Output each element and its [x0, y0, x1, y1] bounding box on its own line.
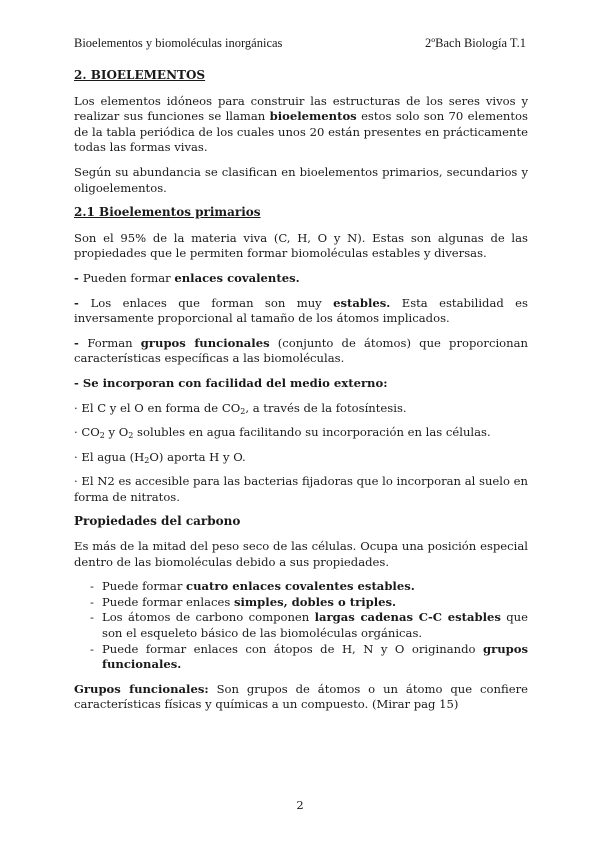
item-text: · El agua (H — [74, 449, 145, 464]
property-4 — [74, 376, 528, 392]
property-1 — [74, 271, 528, 287]
intro-text-2: estos solo son 70 elementos de la tabla periódica de los cuales unos 20 están presentes en prácticamente todas las formas vivas. — [74, 109, 528, 155]
property-bold: grupos funcionales — [140, 335, 270, 350]
item-text: · El C y el O en forma de CO — [74, 400, 241, 415]
list-bold: simples, dobles o triples. — [233, 594, 397, 609]
grupos-paragraph — [74, 682, 528, 713]
property-text: Esta estabilidad es inversamente proporcional al tamaño de los átomos implicados. — [74, 295, 528, 326]
list-text: Puede formar enlaces — [102, 594, 234, 609]
carbono-title: Propiedades del carbono — [74, 514, 241, 529]
item-text: , a través de la fotosíntesis. — [245, 400, 407, 415]
list-item — [74, 610, 528, 641]
property-bold: - Se incorporan con facilidad del medio externo: — [74, 375, 388, 390]
page-content — [74, 68, 528, 722]
list-text: que son el esqueleto básico de las biomoléculas orgánicas. — [102, 610, 528, 641]
item-text: O) aporta H y O. — [149, 449, 246, 464]
incorporation-item-3 — [74, 450, 528, 466]
dash: - — [74, 270, 83, 285]
list-text: Puede formar — [102, 579, 187, 594]
property-3 — [74, 336, 528, 367]
subscript: 2 — [128, 431, 134, 441]
list-item — [74, 595, 528, 611]
item-text: y O — [104, 425, 129, 440]
list-text: Puede formar enlaces con átopos de H, N y O originando — [102, 641, 483, 656]
grupos-text: Son grupos de átomos o un átomo que confiere características físicas y químicas a un compuesto. (Mirar pag 15) — [74, 681, 528, 712]
list-bold: cuatro enlaces covalentes estables. — [186, 579, 415, 594]
section-title: 2. BIOELEMENTOS — [74, 68, 206, 82]
subscript: 2 — [99, 431, 105, 441]
property-bold: enlaces covalentes. — [174, 270, 300, 285]
property-text: Forman — [87, 335, 141, 350]
carbono-list — [74, 579, 528, 673]
subsection-title: 2.1 Bioelementos primarios — [74, 205, 261, 220]
list-item — [74, 579, 528, 595]
incorporation-item-2 — [74, 425, 528, 441]
intro-paragraph — [74, 94, 528, 156]
item-text: · CO — [74, 425, 100, 440]
intro-text-1: Los elementos idóneos para construir las estructuras de los seres vivos y realizar sus funciones se llaman — [74, 93, 528, 124]
dash: - — [74, 295, 91, 310]
list-item — [74, 642, 528, 673]
property-text: Los enlaces que forman son muy — [90, 295, 334, 310]
header-course: 2ºBach Biología T.1 — [425, 36, 526, 50]
incorporation-item-1 — [74, 401, 528, 417]
property-2 — [74, 296, 528, 327]
property-text: Pueden formar — [82, 270, 175, 285]
item-text: solubles en agua facilitando su incorporación en las células. — [133, 425, 491, 440]
list-text: Los átomos de carbono componen — [102, 610, 315, 625]
property-bold: estables. — [333, 295, 391, 310]
grupos-label: Grupos funcionales: — [74, 681, 209, 696]
property-text: (conjunto de átomos) que proporcionan características específicas a las biomoléculas. — [74, 335, 528, 366]
dash: - — [74, 335, 88, 350]
primarios-intro: Son el 95% de la materia viva (C, H, O y N). Estas son algunas de las propiedades que le permiten formar biomoléculas estables y diversas. — [74, 230, 528, 261]
page-number: 2 — [296, 798, 304, 812]
incorporation-item-4: · El N2 es accesible para las bacterias fijadoras que lo incorporan al suelo en forma de nitratos. — [74, 474, 528, 504]
subscript: 2 — [240, 406, 246, 416]
abundance-paragraph: Según su abundancia se clasifican en bioelementos primarios, secundarios y oligoelementos. — [74, 164, 528, 195]
list-bold: largas cadenas C-C estables — [314, 610, 501, 625]
intro-bold-term: bioelementos — [269, 109, 357, 124]
list-bold: grupos funcionales. — [102, 641, 528, 672]
header-title: Bioelementos y biomoléculas inorgánicas — [74, 36, 283, 50]
carbono-intro: Es más de la mitad del peso seco de las células. Ocupa una posición especial dentro de las biomoléculas debido a sus propiedades. — [74, 539, 528, 569]
subscript: 2 — [144, 455, 150, 465]
